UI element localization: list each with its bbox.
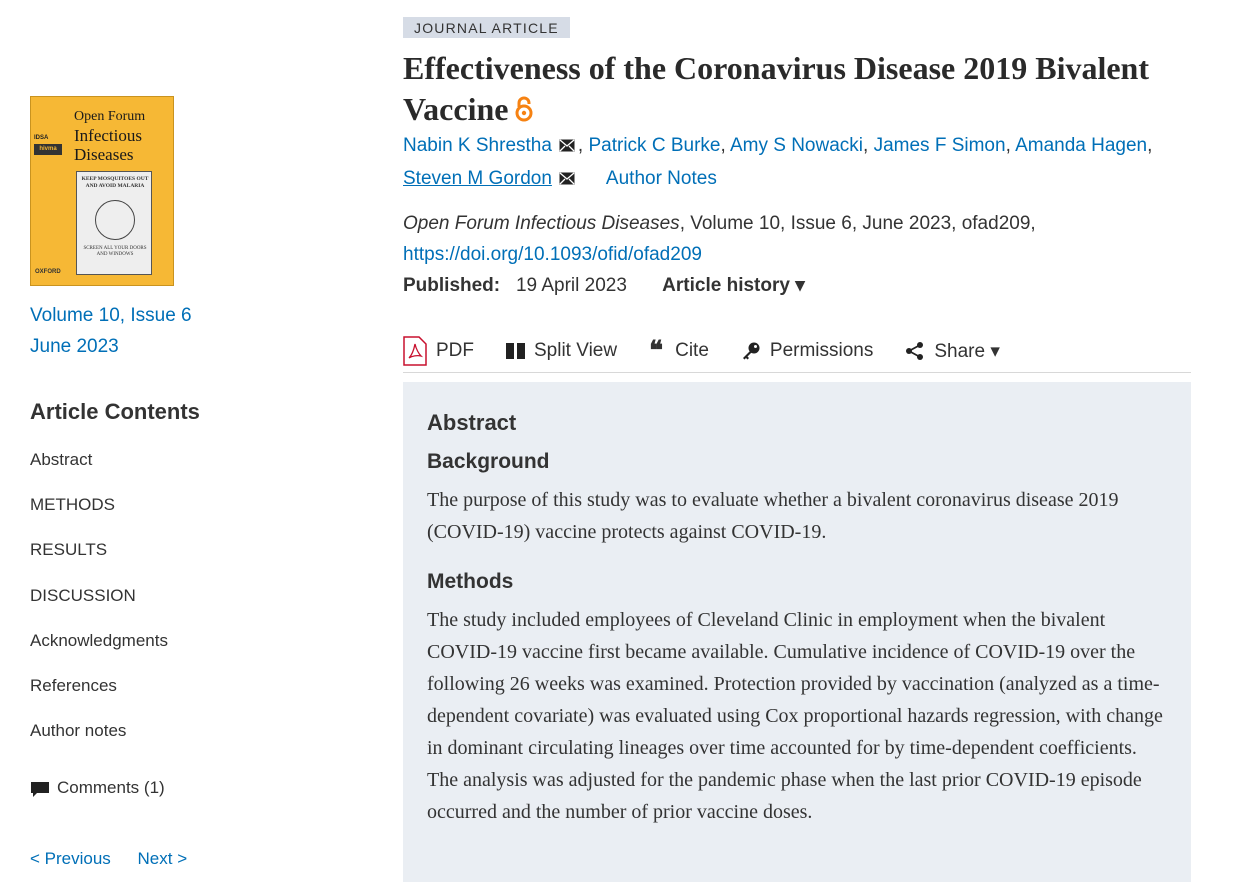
pdf-button[interactable] <box>403 335 474 367</box>
cover-poster-image <box>76 171 152 275</box>
journal-cover[interactable] <box>30 96 174 286</box>
share-label: Share ▾ <box>934 340 1000 362</box>
background-heading: Background <box>427 450 550 473</box>
split-view-label: Split View <box>534 340 618 361</box>
article-contents-list <box>30 448 168 764</box>
hivma-logo: hivma <box>34 144 62 155</box>
article-title <box>403 48 1183 133</box>
journal-name: Open Forum Infectious Diseases <box>403 213 680 234</box>
permissions-label: Permissions <box>769 340 874 361</box>
publication-info <box>403 272 805 300</box>
society-logos <box>34 133 62 155</box>
article-type-badge: JOURNAL ARTICLE <box>403 17 570 38</box>
background-text: The purpose of this study was to evaluate whether a bivalent coronavirus disease 2019 (COVID-19) vaccine protects against COVID-19. <box>427 489 1119 543</box>
split-view-button[interactable] <box>506 335 617 367</box>
citation <box>403 208 1193 270</box>
share-dropdown[interactable] <box>905 335 1000 367</box>
published-label: Published: <box>403 275 501 296</box>
open-access-icon <box>514 92 534 133</box>
pdf-icon <box>403 336 427 366</box>
previous-article-link[interactable]: < Previous <box>30 849 111 868</box>
comment-icon <box>30 781 50 795</box>
methods-heading: Methods <box>427 570 514 593</box>
article-title-text: Effectiveness of the Coronavirus Disease 2019 Bivalent Vaccine <box>403 50 1149 127</box>
share-icon <box>905 341 925 361</box>
citation-details: , Volume 10, Issue 6, June 2023, ofad209, <box>679 213 1036 234</box>
author-link[interactable]: Steven M Gordon <box>403 168 552 189</box>
author-link[interactable]: Amy S Nowacki <box>729 135 864 156</box>
cover-title-line: Diseases <box>74 145 134 164</box>
author-link[interactable]: James F Simon <box>873 135 1006 156</box>
toc-item-discussion[interactable]: DISCUSSION <box>30 585 136 605</box>
toc-item-acknowledgments[interactable]: Acknowledgments <box>30 630 168 650</box>
toc-item-author-notes[interactable]: Author notes <box>30 721 127 741</box>
quote-icon: ❝ <box>649 336 664 366</box>
published-date: 19 April 2023 <box>515 275 627 296</box>
issue-date-link[interactable]: June 2023 <box>30 336 119 357</box>
doi-link[interactable]: https://doi.org/10.1093/ofid/ofad209 <box>403 244 702 265</box>
poster-illustration <box>95 200 135 240</box>
abstract-heading: Abstract <box>427 410 517 435</box>
author-list: Nabin K Shrestha , Patrick C Burke, Amy S Nowacki, James F Simon, Amanda Hagen, Steven M Gordon Author Notes <box>403 130 1193 196</box>
author-link[interactable]: Nabin K Shrestha <box>403 135 552 156</box>
author-link[interactable]: Amanda Hagen <box>1015 135 1148 156</box>
article-history-dropdown[interactable]: Article history ▾ <box>662 275 805 296</box>
article-pager <box>30 849 209 869</box>
email-icon[interactable] <box>559 164 575 196</box>
comments-label: Comments (1) <box>57 778 165 797</box>
issue-info <box>30 300 192 362</box>
publisher-logo: OXFORD <box>35 269 61 275</box>
next-article-link[interactable]: Next > <box>137 849 188 868</box>
toc-item-results[interactable]: RESULTS <box>30 540 108 560</box>
poster-footer: SCREEN ALL YOUR DOORS AND WINDOWS <box>83 246 147 257</box>
article-contents-heading: Article Contents <box>30 399 200 424</box>
poster-headline: KEEP MOSQUITOES OUT AND AVOID MALARIA <box>81 176 149 189</box>
cover-journal-title <box>74 107 170 164</box>
pdf-label: PDF <box>436 340 474 361</box>
cover-title-line: Infectious <box>74 126 142 145</box>
key-icon <box>741 341 761 361</box>
permissions-button[interactable] <box>741 335 873 367</box>
toc-item-references[interactable]: References <box>30 675 117 695</box>
author-notes-link[interactable]: Author Notes <box>605 168 717 189</box>
email-icon[interactable] <box>559 131 575 163</box>
methods-text: The study included employees of Cleveland Clinic in employment when the bivalent COVID-19 vaccine first became available. Cumulative incidence of COVID-19 over the following 26 weeks was examined. Protection provided by vaccination (analyzed as a time-dependent covariate) was evaluated using Cox proportional hazards regression, with change in dominant circulating lineages over time accounted for by time-dependent coefficients. The analysis was adjusted for the pandemic phase when the last prior COVID-19 episode occurred and the number of prior vaccine doses. <box>427 609 1163 823</box>
abstract-section <box>403 382 1191 882</box>
toc-item-abstract[interactable]: Abstract <box>30 450 93 469</box>
comments-link[interactable] <box>30 778 165 798</box>
cite-label: Cite <box>675 340 709 361</box>
author-link[interactable]: Patrick C Burke <box>588 135 721 156</box>
split-view-icon <box>506 343 525 359</box>
toc-item-methods[interactable]: METHODS <box>30 495 115 515</box>
cite-button[interactable] <box>649 335 709 367</box>
cover-title-line: Open Forum <box>74 109 146 124</box>
article-toolbar <box>403 330 1191 373</box>
volume-issue-link[interactable]: Volume 10, Issue 6 <box>30 305 192 326</box>
idsa-logo: IDSA <box>34 135 49 141</box>
